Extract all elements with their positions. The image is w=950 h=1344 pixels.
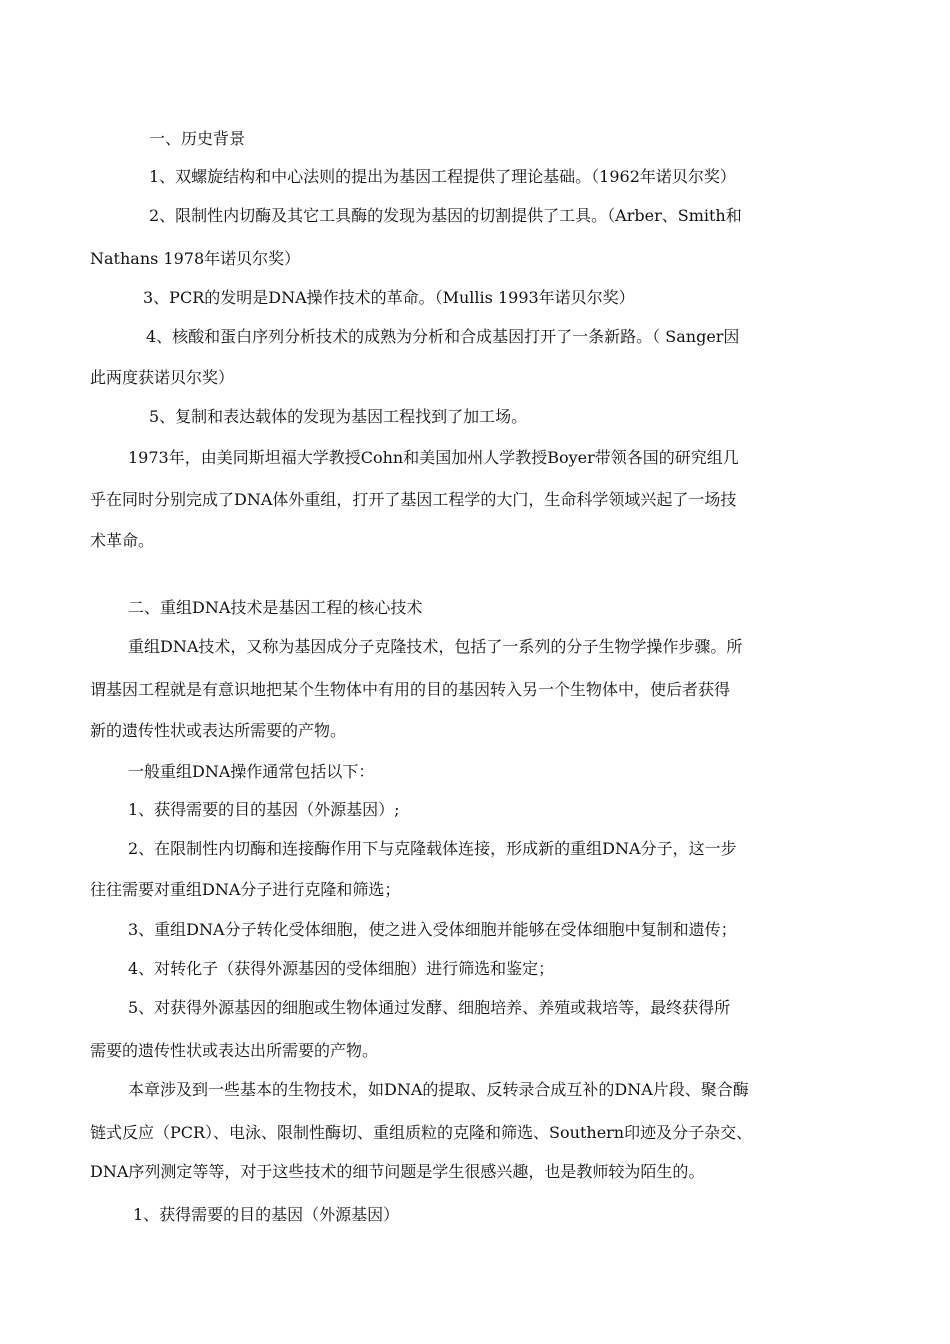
- step-1: 1、获得需要的目的基因（外源基因）;: [128, 800, 400, 819]
- history-item-1: 1、双螺旋结构和中心法则的提出为基因工程提供了理论基础。（1962年诺贝尔奖）: [149, 167, 736, 186]
- step-5-line-1: 5、对获得外源基因的细胞或生物体通过发酵、细胞培养、养殖或栽培等，最终获得所: [128, 998, 731, 1017]
- chapter-paragraph-line-1: 本章涉及到一些基本的生物技术，如DNA的提取、反转录合成互补的DNA片段、聚合酶: [128, 1080, 749, 1099]
- recombinant-intro-line-1: 重组DNA技术，又称为基因成分子克隆技术，包括了一系列的分子生物学操作步骤。所: [128, 637, 743, 656]
- step-5-line-2: 需要的遗传性状或表达出所需要的产物。: [90, 1041, 379, 1060]
- history-item-2-line-2: Nathans 1978年诺贝尔奖）: [90, 249, 301, 268]
- history-paragraph-line-1: 1973年，由美同斯坦福大学教授Cohn和美国加州人学教授Boyer带领各国的研究组几: [128, 448, 739, 467]
- section1-heading: 一、历史背景: [149, 129, 246, 148]
- history-item-5: 5、复制和表达载体的发现为基因工程找到了加工场。: [149, 407, 528, 426]
- history-item-2-line-1: 2、限制性内切酶及其它工具酶的发现为基因的切割提供了工具。（Arber、Smith和: [149, 206, 742, 225]
- history-paragraph-line-3: 术革命。: [90, 531, 155, 550]
- steps-intro: 一般重组DNA操作通常包括以下：: [128, 762, 375, 781]
- recombinant-intro-line-2: 谓基因工程就是有意识地把某个生物体中有用的目的基因转入另一个生物体中，使后者获得: [90, 680, 731, 699]
- step-4: 4、对转化子（获得外源基因的受体细胞）进行筛选和鉴定；: [128, 959, 555, 978]
- history-item-3: 3、PCR的发明是DNA操作技术的革命。（Mullis 1993年诺贝尔奖）: [143, 288, 635, 307]
- step-2-line-1: 2、在限制性内切酶和连接酶作用下与克隆载体连接，形成新的重组DNA分子，这一步: [128, 839, 737, 858]
- section2-heading: 二、重组DNA技术是基因工程的核心技术: [128, 598, 423, 617]
- subheading-obtain-gene: 1、获得需要的目的基因（外源基因）: [133, 1205, 400, 1224]
- history-item-4-line-1: 4、核酸和蛋白序列分析技术的成熟为分析和合成基因打开了一条新路。（ Sanger因: [146, 327, 740, 346]
- chapter-paragraph-line-2: 链式反应（PCR）、电泳、限制性酶切、重组质粒的克隆和筛选、Southern印迹及分子杂交、: [90, 1123, 753, 1142]
- chapter-paragraph-line-3: DNA序列测定等等，对于这些技术的细节问题是学生很感兴趣，也是教师较为陌生的。: [90, 1162, 705, 1181]
- history-item-4-line-2: 此两度获诺贝尔奖）: [90, 368, 235, 387]
- step-2-line-2: 往往需要对重组DNA分子进行克隆和筛选；: [90, 880, 401, 899]
- history-paragraph-line-2: 乎在同时分别完成了DNA体外重组，打开了基因工程学的大门，生命科学领域兴起了一场技: [90, 490, 737, 509]
- recombinant-intro-line-3: 新的遗传性状或表达所需要的产物。: [90, 721, 347, 740]
- step-3: 3、重组DNA分子转化受体细胞，使之进入受体细胞并能够在受体细胞中复制和遗传；: [128, 920, 737, 939]
